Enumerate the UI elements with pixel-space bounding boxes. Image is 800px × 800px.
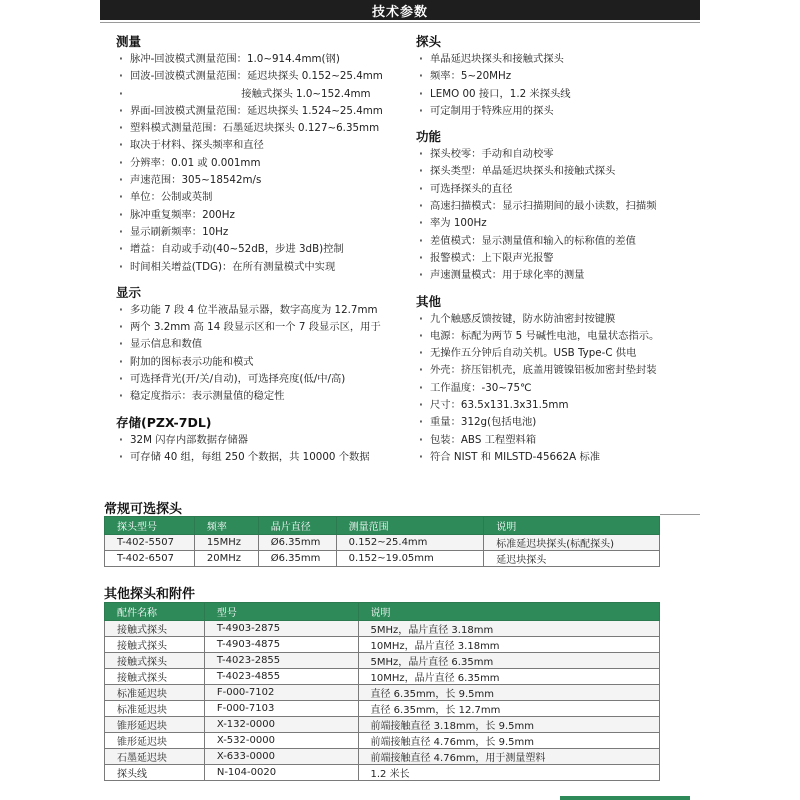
table-cell: T-4903-4875 xyxy=(204,637,358,653)
left-section xyxy=(116,34,416,276)
spec-item: · 显示刷新频率：10Hz xyxy=(116,224,416,241)
table-cell: 锥形延迟块 xyxy=(105,733,205,749)
table-cell: T-402-6507 xyxy=(105,551,195,567)
spec-list xyxy=(116,432,416,467)
spec-item: · 无操作五分钟后自动关机。USB Type-C 供电 xyxy=(416,345,716,362)
table-cell: T-4023-4855 xyxy=(204,669,358,685)
table-row xyxy=(105,717,660,733)
table-cell: 10MHz，晶片直径 3.18mm xyxy=(358,637,660,653)
table-cell: F-000-7103 xyxy=(204,701,358,717)
table-cell: 0.152~19.05mm xyxy=(336,551,484,567)
spec-list xyxy=(116,302,416,406)
table-row xyxy=(105,653,660,669)
right-section xyxy=(416,34,716,120)
table-cell: 前端接触直径 4.76mm，用于测量塑料 xyxy=(358,749,660,765)
spec-item: · 率为 100Hz xyxy=(416,215,716,232)
header-divider xyxy=(100,22,700,23)
spec-item: · 差值模式：显示测量值和输入的标称值的差值 xyxy=(416,233,716,250)
table-cell: 接触式探头 xyxy=(105,637,205,653)
table-cell: 5MHz，晶片直径 3.18mm xyxy=(358,621,660,637)
column-header: 测量范围 xyxy=(336,517,484,535)
spec-item: · 电源：标配为两节 5 号碱性电池，电量状态指示。 xyxy=(416,328,716,345)
footer-accent-bar xyxy=(560,796,690,800)
section-title: 功能 xyxy=(416,129,442,145)
table-row xyxy=(105,621,660,637)
spec-item: · LEMO 00 接口，1.2 米探头线 xyxy=(416,86,716,103)
spec-item: · 可选择探头的直径 xyxy=(416,181,716,198)
table-cell: 0.152~25.4mm xyxy=(336,535,484,551)
table-cell: Ø6.35mm xyxy=(258,535,336,551)
table-row xyxy=(105,535,660,551)
table-cell: 标准延迟块 xyxy=(105,701,205,717)
table-cell: 1.2 米长 xyxy=(358,765,660,781)
column-header: 频率 xyxy=(194,517,258,535)
spec-item: · 界面-回波模式测量范围：延迟块探头 1.524~25.4mm xyxy=(116,103,416,120)
spec-item: · 包装：ABS 工程塑料箱 xyxy=(416,432,716,449)
spec-item: · 可存储 40 组，每组 250 个数据，共 10000 个数据 xyxy=(116,449,416,466)
spec-item: · 附加的图标表示功能和模式 xyxy=(116,354,416,371)
table-cell: 前端接触直径 3.18mm，长 9.5mm xyxy=(358,717,660,733)
table-row xyxy=(105,733,660,749)
table-cell: 直径 6.35mm，长 9.5mm xyxy=(358,685,660,701)
table-cell: 20MHz xyxy=(194,551,258,567)
spec-item: · 回波-回波模式测量范围：延迟块探头 0.152~25.4mm xyxy=(116,68,416,85)
table-cell: 15MHz xyxy=(194,535,258,551)
spec-item: · 频率：5~20MHz xyxy=(416,68,716,85)
spec-item: · 分辨率：0.01 或 0.001mm xyxy=(116,155,416,172)
left-section xyxy=(116,415,416,467)
table-row xyxy=(105,637,660,653)
left-spec-column xyxy=(116,34,416,475)
spec-item: · 符合 NIST 和 MILSTD-45662A 标准 xyxy=(416,449,716,466)
table-cell: N-104-0020 xyxy=(204,765,358,781)
probes-table xyxy=(104,516,660,567)
table-cell: F-000-7102 xyxy=(204,685,358,701)
spec-item: · 九个触感反馈按键，防水防油密封按键膜 xyxy=(416,311,716,328)
table-cell: 前端接触直径 4.76mm，长 9.5mm xyxy=(358,733,660,749)
table-cell: 接触式探头 xyxy=(105,669,205,685)
table-cell: 5MHz，晶片直径 6.35mm xyxy=(358,653,660,669)
table-cell: 探头线 xyxy=(105,765,205,781)
section-title: 存储(PZX-7DL) xyxy=(116,414,212,430)
spec-list xyxy=(116,51,416,276)
table-cell: Ø6.35mm xyxy=(258,551,336,567)
spec-list xyxy=(416,51,716,120)
table-cell: T-4903-2875 xyxy=(204,621,358,637)
table-row xyxy=(105,701,660,717)
column-header: 探头型号 xyxy=(105,517,195,535)
table-cell: X-532-0000 xyxy=(204,733,358,749)
spec-list xyxy=(416,311,716,467)
probes-table-header xyxy=(105,517,660,535)
right-section xyxy=(416,129,716,284)
spec-item: · 尺寸：63.5x131.3x31.5mm xyxy=(416,397,716,414)
table-cell: 标准延迟块探头(标配探头) xyxy=(484,535,660,551)
table-row xyxy=(105,749,660,765)
table-cell: 石墨延迟块 xyxy=(105,749,205,765)
spec-item: · 接触式探头 1.0~152.4mm xyxy=(116,86,416,103)
spec-item: · 显示信息和数值 xyxy=(116,336,416,353)
spec-list xyxy=(416,146,716,284)
spec-item: · 探头校零：手动和自动校零 xyxy=(416,146,716,163)
accessories-table-title: 其他探头和附件 xyxy=(104,587,196,602)
table-cell: X-633-0000 xyxy=(204,749,358,765)
table-cell: 延迟块探头 xyxy=(484,551,660,567)
spec-item: · 重量：312g(包括电池) xyxy=(416,414,716,431)
accessories-table-header xyxy=(105,603,660,621)
accessories-table xyxy=(104,602,660,781)
column-header: 说明 xyxy=(358,603,660,621)
probes-table-title: 常规可选探头 xyxy=(104,502,183,517)
left-section xyxy=(116,285,416,406)
column-header: 晶片直径 xyxy=(258,517,336,535)
column-header: 说明 xyxy=(484,517,660,535)
table-cell: T-4023-2855 xyxy=(204,653,358,669)
spec-item: · 两个 3.2mm 高 14 段显示区和一个 7 段显示区，用于 xyxy=(116,319,416,336)
table-cell: 标准延迟块 xyxy=(105,685,205,701)
column-header: 配件名称 xyxy=(105,603,205,621)
right-spec-column xyxy=(416,34,716,475)
section-title: 显示 xyxy=(116,284,142,300)
section-title: 其他 xyxy=(416,293,442,309)
table-cell: 接触式探头 xyxy=(105,653,205,669)
spec-item: · 多功能 7 段 4 位半液晶显示器，数字高度为 12.7mm xyxy=(116,302,416,319)
spec-item: · 取决于材料、探头频率和直径 xyxy=(116,137,416,154)
spec-item: · 可选择背光(开/关/自动)，可选择亮度(低/中/高) xyxy=(116,371,416,388)
table-cell: 锥形延迟块 xyxy=(105,717,205,733)
spec-item: · 单晶延迟块探头和接触式探头 xyxy=(416,51,716,68)
spec-item: · 高速扫描模式：显示扫描期间的最小读数，扫描频 xyxy=(416,198,716,215)
spec-item: · 脉冲重复频率：200Hz xyxy=(116,207,416,224)
section-title: 探头 xyxy=(416,34,442,49)
table-row xyxy=(105,669,660,685)
table-cell: T-402-5507 xyxy=(105,535,195,551)
spec-item: · 探头类型：单晶延迟块探头和接触式探头 xyxy=(416,163,716,180)
spec-item: · 报警模式：上下限声光报警 xyxy=(416,250,716,267)
spec-item: · 时间相关增益(TDG)：在所有测量模式中实现 xyxy=(116,259,416,276)
spec-item: · 声速测量模式：用于球化率的测量 xyxy=(416,267,716,284)
spec-item: · 脉冲-回波模式测量范围：1.0~914.4mm(钢) xyxy=(116,51,416,68)
divider-line xyxy=(660,514,700,515)
section-title: 测量 xyxy=(116,34,142,49)
spec-item: · 可定制用于特殊应用的探头 xyxy=(416,103,716,120)
page-title: 技术参数 xyxy=(371,5,428,20)
spec-item: · 稳定度指示：表示测量值的稳定性 xyxy=(116,388,416,405)
spec-item: · 塑料模式测量范围：石墨延迟块探头 0.127~6.35mm xyxy=(116,120,416,137)
header-band xyxy=(100,0,700,20)
spec-item: · 外壳：挤压铝机壳，底盖用镀镍铝板加密封垫封装 xyxy=(416,362,716,379)
column-header: 型号 xyxy=(204,603,358,621)
spec-item: · 声速范围：305~18542m/s xyxy=(116,172,416,189)
table-row xyxy=(105,765,660,781)
table-cell: 10MHz，晶片直径 6.35mm xyxy=(358,669,660,685)
table-cell: X-132-0000 xyxy=(204,717,358,733)
right-section xyxy=(416,294,716,467)
spec-item: · 单位：公制或英制 xyxy=(116,189,416,206)
table-row xyxy=(105,551,660,567)
table-row xyxy=(105,685,660,701)
spec-item: · 工作温度：-30~75℃ xyxy=(416,380,716,397)
table-cell: 接触式探头 xyxy=(105,621,205,637)
spec-item: · 32M 闪存内部数据存储器 xyxy=(116,432,416,449)
table-cell: 直径 6.35mm，长 12.7mm xyxy=(358,701,660,717)
spec-item: · 增益：自动或手动(40~52dB，步进 3dB)控制 xyxy=(116,241,416,258)
